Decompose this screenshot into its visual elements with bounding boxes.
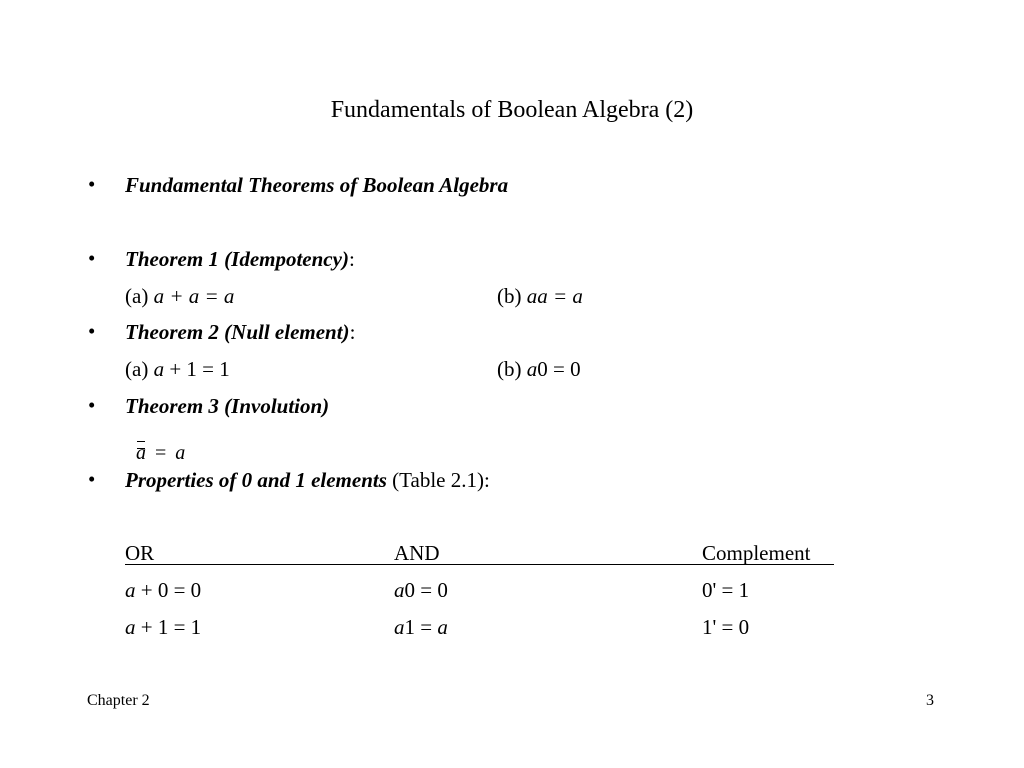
theorem-2-line: [125, 319, 355, 345]
variable: a: [136, 442, 146, 464]
involution-equation: [136, 440, 185, 466]
table-cell-and: [394, 614, 448, 640]
table-header-and: AND: [394, 541, 440, 565]
bullet-marker: •: [88, 393, 96, 417]
theorem-2-part-b: [497, 356, 581, 382]
table-cell-complement: 0' = 1: [702, 578, 750, 602]
double-overbar: [137, 441, 145, 449]
variable: a: [394, 615, 405, 639]
table-cell-or: [125, 614, 201, 640]
equation-rest: 0 = 0: [537, 357, 581, 381]
table-header-underline: [125, 564, 834, 565]
variable: a: [153, 357, 165, 381]
equation-rest: + 1 = 1: [135, 615, 202, 639]
equation-rest: + 0 = 0: [135, 578, 202, 602]
table-cell-or: [125, 577, 201, 603]
theorem-2-part-a: [125, 356, 230, 382]
footer-page-number: 3: [926, 692, 934, 709]
variable: a: [125, 578, 136, 602]
part-label: (b): [497, 357, 522, 381]
colon: :: [349, 320, 356, 344]
variable: a: [125, 615, 136, 639]
table-header-complement: Complement: [702, 541, 811, 565]
part-label: (b): [497, 284, 522, 308]
theorem-3-heading: Theorem 3 (Involution): [125, 394, 330, 418]
theorem-1-line: [125, 246, 355, 272]
equals-sign: =: [155, 442, 167, 464]
bullet-marker: •: [88, 172, 96, 196]
colon: :: [348, 247, 355, 271]
properties-line: [125, 467, 490, 493]
bullet-marker: •: [88, 319, 96, 343]
variable: a: [437, 615, 448, 639]
variable: a: [394, 578, 405, 602]
variable: a: [175, 442, 186, 464]
equation-rest: 1 =: [404, 615, 438, 639]
variable: a: [526, 357, 538, 381]
theorem-1-heading: Theorem 1 (Idempotency): [125, 247, 349, 271]
part-label: (a): [125, 284, 149, 308]
bullet-marker: •: [88, 467, 96, 491]
properties-suffix: (Table 2.1):: [386, 468, 490, 492]
theorem-1-part-a: [125, 283, 234, 309]
bullet-marker: •: [88, 246, 96, 270]
equation-rest: + 1 = 1: [164, 357, 230, 381]
footer-chapter: Chapter 2: [87, 692, 150, 709]
table-header-or: OR: [125, 541, 155, 565]
theorem-2-heading: Theorem 2 (Null element): [125, 320, 350, 344]
equation-rest: 0 = 0: [404, 578, 448, 602]
slide-title: Fundamentals of Boolean Algebra (2): [330, 97, 694, 123]
theorem-1-part-b: [497, 283, 583, 309]
bullet-heading-fundamental-theorems: Fundamental Theorems of Boolean Algebra: [125, 173, 509, 197]
part-label: (a): [125, 357, 149, 381]
equation: aa = a: [526, 284, 583, 308]
double-complement-variable: [136, 440, 146, 466]
table-cell-and: [394, 577, 448, 603]
equation: a + a = a: [153, 284, 235, 308]
properties-heading: Properties of 0 and 1 elements: [125, 468, 387, 492]
table-cell-complement: 1' = 0: [702, 615, 750, 639]
